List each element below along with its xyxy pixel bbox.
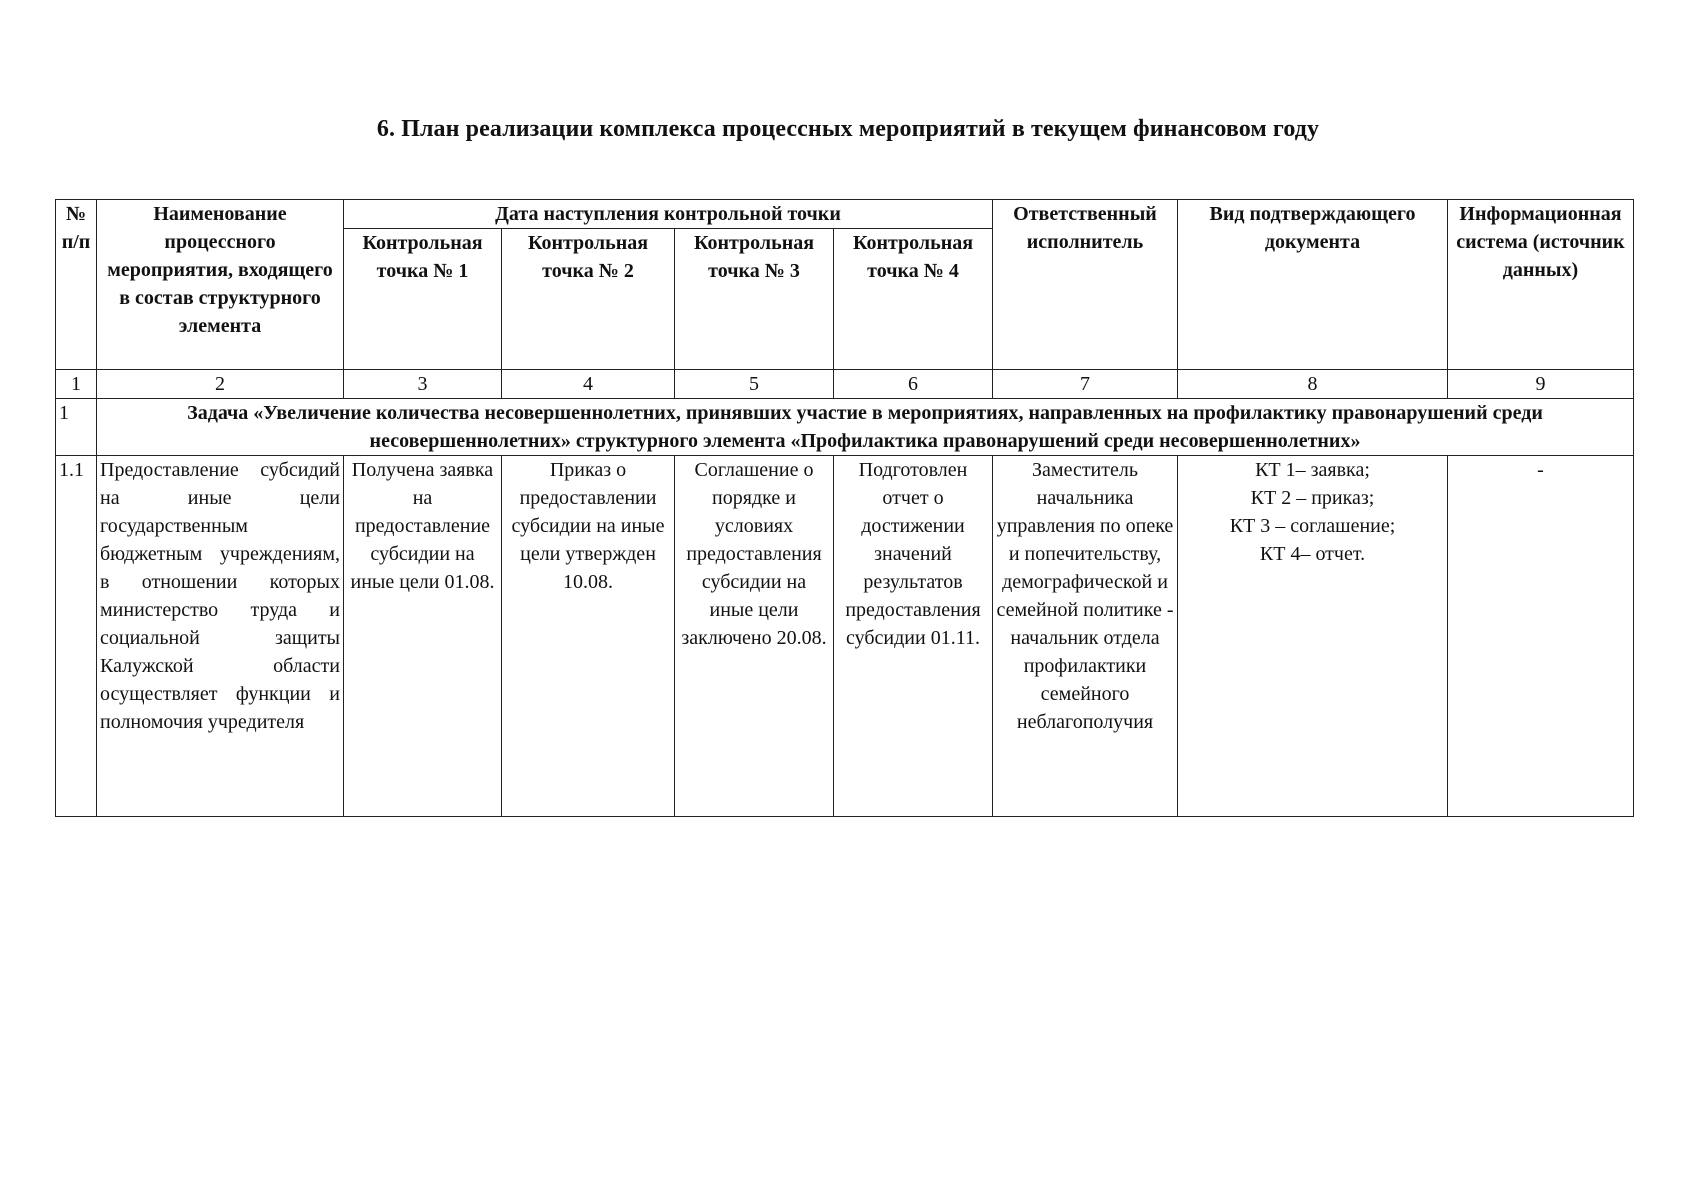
header-responsible: Ответственный исполнитель bbox=[993, 200, 1178, 370]
row-info-system: - bbox=[1448, 456, 1634, 817]
row-cp4: Подготовлен отчет о достижении значений результатов предоставления субсидии 01.11. bbox=[834, 456, 993, 817]
column-number: 5 bbox=[675, 370, 834, 399]
row-responsible: Заместитель начальника управления по опеке и попечительству, демографической и семейной политике - начальник отдела профилактики семейного неблагополучия bbox=[993, 456, 1178, 817]
column-number: 4 bbox=[502, 370, 675, 399]
header-cp2: Контрольная точка № 2 bbox=[502, 229, 675, 370]
plan-table bbox=[55, 199, 1634, 817]
header-info-system: Информационная система (источник данных) bbox=[1448, 200, 1634, 370]
task-text: Задача «Увеличение количества несовершеннолетних, принявших участие в мероприятиях, направленных на профилактику правонарушений среди несовершеннолетних» структурного элемента «Профилактика правонарушений среди несовершеннолетних» bbox=[97, 399, 1634, 456]
task-num: 1 bbox=[56, 399, 97, 456]
column-number: 1 bbox=[56, 370, 97, 399]
header-row bbox=[56, 200, 1634, 229]
header-name: Наименование процессного мероприятия, входящего в состав структурного элемента bbox=[97, 200, 344, 370]
column-number: 7 bbox=[993, 370, 1178, 399]
header-date-group: Дата наступления контрольной точки bbox=[344, 200, 993, 229]
task-row bbox=[56, 399, 1634, 456]
column-number: 2 bbox=[97, 370, 344, 399]
header-doc-type: Вид подтверждающего документа bbox=[1178, 200, 1448, 370]
column-number-row bbox=[56, 370, 1634, 399]
table-row bbox=[56, 456, 1634, 817]
column-number: 6 bbox=[834, 370, 993, 399]
row-cp1: Получена заявка на предоставление субсидии на иные цели 01.08. bbox=[344, 456, 502, 817]
row-num: 1.1 bbox=[56, 456, 97, 817]
column-number: 9 bbox=[1448, 370, 1634, 399]
row-cp3: Соглашение о порядке и условиях предоставления субсидии на иные цели заключено 20.08. bbox=[675, 456, 834, 817]
header-num: № п/п bbox=[56, 200, 97, 370]
header-cp1: Контрольная точка № 1 bbox=[344, 229, 502, 370]
column-number: 8 bbox=[1178, 370, 1448, 399]
page-title: 6. План реализации комплекса процессных мероприятий в текущем финансовом году bbox=[376, 116, 1320, 142]
header-cp3: Контрольная точка № 3 bbox=[675, 229, 834, 370]
row-cp2: Приказ о предоставлении субсидии на иные цели утвержден 10.08. bbox=[502, 456, 675, 817]
column-number: 3 bbox=[344, 370, 502, 399]
row-name: Предоставление субсидий на иные цели государственным бюджетным учреждениям, в отношении которых министерство труда и социальной защиты Калужской области осуществляет функции и полномочия учредителя bbox=[97, 456, 344, 817]
header-cp4: Контрольная точка № 4 bbox=[834, 229, 993, 370]
row-doc-type: КТ 1– заявка; КТ 2 – приказ; КТ 3 – соглашение; КТ 4– отчет. bbox=[1178, 456, 1448, 817]
